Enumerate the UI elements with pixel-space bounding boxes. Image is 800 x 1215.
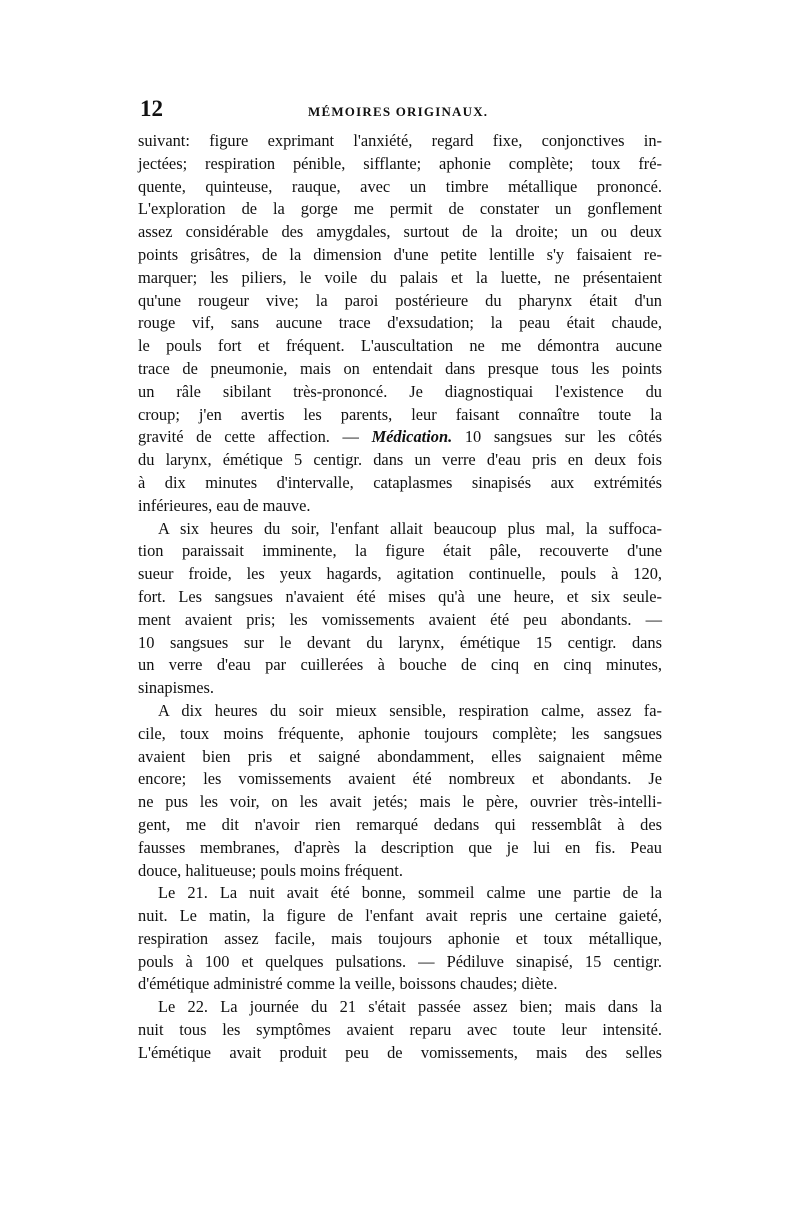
- text-line: L'exploration de la gorge me permit de constater un gonflement: [138, 199, 662, 219]
- text-line: trace de pneumonie, mais on entendait dans presque tous les points: [138, 358, 662, 378]
- text-line: ne pus les voir, on les avait jetés; mais le père, ouvrier très-intelli-: [138, 792, 662, 812]
- text-line: qu'une rougeur vive; la paroi postérieure du pharynx était d'un: [138, 290, 662, 310]
- text-line: ment avaient pris; les vomissements avaient été peu abondants. —: [138, 609, 662, 629]
- text-line: assez considérable des amygdales, surtout de la droite; un ou deux: [138, 222, 662, 242]
- text-line: un verre d'eau par cuillerées à bouche de cinq en cinq minutes,: [138, 655, 662, 675]
- paragraph-5: [138, 996, 662, 1064]
- running-title: MÉMOIRES ORIGINAUX.: [308, 104, 489, 119]
- text-line: fausses membranes, d'après la description que je lui en fis. Peau: [138, 837, 662, 857]
- text-line: marquer; les piliers, le voile du palais et la luette, ne présentaient: [138, 267, 662, 287]
- text-line: nuit. Le matin, la figure de l'enfant avait repris une certaine gaieté,: [138, 906, 662, 926]
- text-line: L'émétique avait produit peu de vomissements, mais des selles: [138, 1042, 662, 1062]
- text-line: cile, toux moins fréquente, aphonie toujours complète; les sangsues: [138, 723, 662, 743]
- text-run: gravité de cette affection. —: [138, 427, 359, 447]
- text-line: inférieures, eau de mauve.: [138, 495, 311, 515]
- text-line: tion paraissait imminente, la figure était pâle, recouverte d'une: [138, 541, 662, 561]
- text-line: [138, 426, 662, 449]
- text-run: 10 sangsues sur les côtés: [464, 427, 662, 447]
- text-line: encore; les vomissements avaient été nombreux et abondants. Je: [138, 769, 662, 789]
- text-line: A dix heures du soir mieux sensible, respiration calme, assez fa-: [158, 700, 662, 720]
- body-text: [138, 130, 662, 1065]
- text-line: un râle sibilant très-prononcé. Je diagnostiquai l'existence du: [138, 381, 662, 401]
- text-line: pouls à 100 et quelques pulsations. — Pédiluve sinapisé, 15 centigr.: [138, 951, 662, 971]
- text-line: à dix minutes d'intervalle, cataplasmes sinapisés aux extrémités: [138, 472, 662, 492]
- paragraph-4: [138, 882, 662, 996]
- medication-heading: Médication.: [371, 427, 453, 447]
- text-line: d'émétique administré comme la veille, boissons chaudes; diète.: [138, 974, 558, 994]
- text-line: A six heures du soir, l'enfant allait beaucoup plus mal, la suffoca-: [158, 518, 662, 538]
- paragraph-2: [138, 518, 662, 700]
- page-number: 12: [140, 96, 163, 121]
- text-line: gent, me dit n'avoir rien remarqué dedans qui ressemblât à des: [138, 814, 662, 834]
- text-line: sueur froide, les yeux hagards, agitation continuelle, pouls à 120,: [138, 564, 662, 584]
- page-header: [138, 96, 662, 124]
- text-line: croup; j'en avertis les parents, leur faisant connaître toute la: [138, 404, 662, 424]
- text-line: fort. Les sangsues n'avaient été mises qu'à une heure, et six seule-: [138, 586, 662, 606]
- text-line: suivant: figure exprimant l'anxiété, regard fixe, conjonctives in-: [138, 131, 662, 150]
- text-line: Le 22. La journée du 21 s'était passée assez bien; mais dans la: [158, 997, 662, 1017]
- paragraph-1: [138, 130, 662, 518]
- text-line: points grisâtres, de la dimension d'une petite lentille s'y faisaient re-: [138, 244, 662, 264]
- text-line: respiration assez facile, mais toujours aphonie et toux métallique,: [138, 928, 662, 948]
- text-line: avaient bien pris et saigné abondamment, elles saignaient même: [138, 746, 662, 766]
- text-line: quente, quinteuse, rauque, avec un timbre métallique prononcé.: [138, 176, 662, 196]
- text-line: Le 21. La nuit avait été bonne, sommeil calme une partie de la: [158, 883, 662, 903]
- text-line: jectées; respiration pénible, sifflante; aphonie complète; toux fré-: [138, 153, 662, 173]
- text-line: le pouls fort et fréquent. L'auscultation ne me démontra aucune: [138, 336, 662, 356]
- text-line: douce, halitueuse; pouls moins fréquent.: [138, 860, 403, 880]
- paragraph-3: [138, 700, 662, 882]
- text-line: rouge vif, sans aucune trace d'exsudation; la peau était chaude,: [138, 313, 662, 333]
- text-line: nuit tous les symptômes avaient reparu avec toute leur intensité.: [138, 1020, 662, 1040]
- text-line: du larynx, émétique 5 centigr. dans un verre d'eau pris en deux fois: [138, 450, 662, 470]
- text-line: 10 sangsues sur le devant du larynx, émétique 15 centigr. dans: [138, 632, 662, 652]
- document-page: [138, 96, 662, 1065]
- text-line: sinapismes.: [138, 678, 215, 698]
